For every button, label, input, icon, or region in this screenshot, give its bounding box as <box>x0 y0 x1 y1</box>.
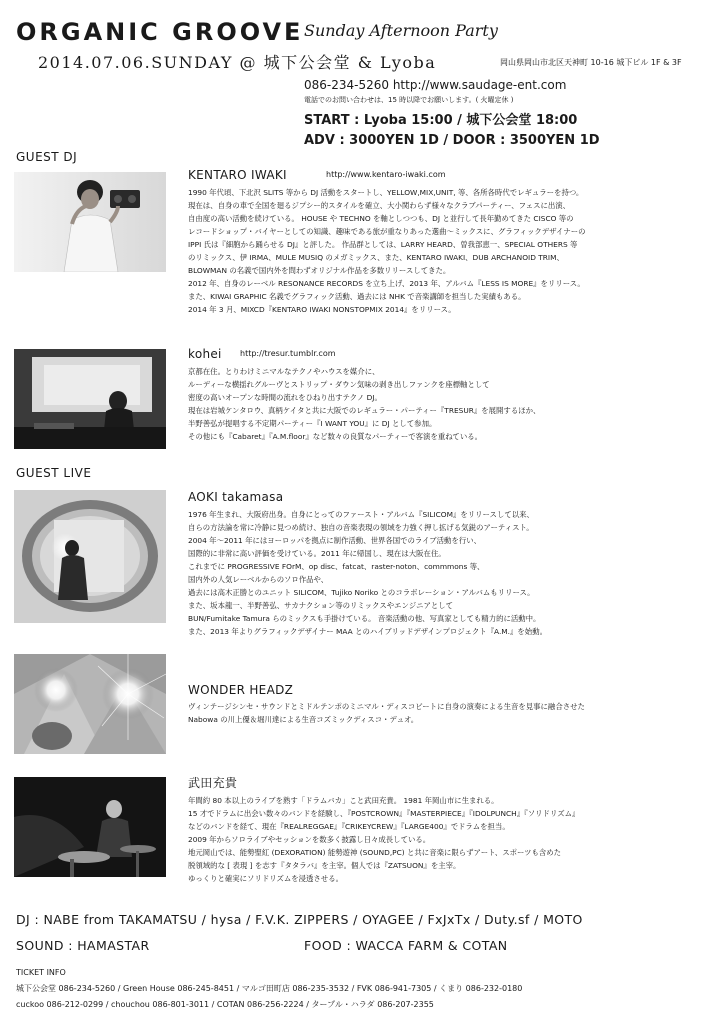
ticket-outlets-line-2: cuckoo 086-212-0299 / chouchou 086-801-3011 / COTAN 086-256-2224 / タープル・ハラダ 086-207-2355 <box>16 1000 434 1009</box>
takeda-mitsutaka-photo <box>14 777 166 877</box>
dj-lineup: DJ : NABE from TAKAMATSU / hysa / F.V.K. ZIPPERS / OYAGEE / FxJxTx / Duty.sf / MOTO <box>16 912 583 927</box>
artist-name-takeda-mitsutaka: 武田充貴 <box>188 776 238 790</box>
start-times: START : Lyoba 15:00 / 城下公会堂 18:00 <box>304 113 578 128</box>
artist-name-aoki-takamasa: AOKI takamasa <box>188 490 284 504</box>
contact-note: 電話でのお問い合わせは、15 時以降でお願いします。( 火曜定休 ) <box>304 96 514 104</box>
artist-name-wonder-headz: WONDER HEADZ <box>188 683 294 697</box>
artist-bio-takeda-mitsutaka: 年間約 80 本以上のライブを熟す「ドラムバカ」こと武田充貴。 1981 年岡山市に生まれる。 15 才でドラムに出会い数々のバンドを経験し、『POSTCROWN』『MASTERPIECE』『IDOLPUNCH』『ソリドリズム』 などのバンドを経て、現在『REALREGGAE』『CRIKEYCREW』『LARGE400』でドラムを担当。 2009 年からソロライブやセッションを数多く披露し日々成長している。 地元岡山では、能勢聖紅 (DEXORATION) 能勢遊神 (SOUND,PC) と共に音楽に限らずアート、スポーツも含めた 脱領域的な [ 表現 ] を志す『タタラバ』を主宰。個人では『ZATSUON』を主宰。 ゆっくりと確実にソリドリズムを浸透させる。 <box>188 796 580 883</box>
aoki-takamasa-photo <box>14 490 166 623</box>
admission-price: ADV : 3000YEN 1D / DOOR : 3500YEN 1D <box>304 133 600 148</box>
event-subtitle: Sunday Afternoon Party <box>304 21 498 40</box>
section-guest-dj: GUEST DJ <box>16 150 78 164</box>
kentaro-iwaki-photo <box>14 172 166 272</box>
artist-url-kentaro-iwaki[interactable]: http://www.kentaro-iwaki.com <box>326 170 446 179</box>
event-date-venue: 2014.07.06.SUNDAY @ 城下公会堂 & Lyoba <box>38 53 437 72</box>
ticket-info-title: TICKET INFO <box>16 968 66 977</box>
ticket-outlets-line-1: 城下公会堂 086-234-5260 / Green House 086-245-8451 / マルゴ田町店 086-235-3532 / FVK 086-941-7305 / くまり 086-232-0180 <box>16 984 523 993</box>
artist-name-kentaro-iwaki: KENTARO IWAKI <box>188 168 287 182</box>
venue-address: 岡山県岡山市北区天神町 10-16 城下ビル 1F & 3F <box>500 58 682 67</box>
wonder-headz-photo <box>14 654 166 754</box>
artist-bio-kohei: 京都在住。とりわけミニマルなテクノやハウスを媒介に、 ルーディーな横揺れグルーヴとストリップ・ダウン気味の剥き出しファンクを座標軸として 密度の高いオープンな時間の流れをひねり出すテクノ DJ。 現在は岩城ケンタロウ、真柄ケイタと共に大阪でのレギュラー・パーティー『TRESUR』を展開するほか、 半野善弘が提唱する不定期パーティー『I WANT YOU』に DJ として参加。 その他にも『Cabaret』『A.M.floor』など数々の良質なパーティーで客演を重ねている。 <box>188 367 541 441</box>
artist-bio-kentaro-iwaki: 1990 年代頃、下北沢 SLITS 等から DJ 活動をスタートし、YELLOW,MIX,UNIT, 等、各所各時代でレギュラーを持つ。 現在は、自身の車で全国を廻るジプシー的スタイルを確立、大小関わらず様々なクラブパーティー、フェスに出演、 自由度の高い活動を続けている。 HOUSE や TECHNO を軸としつつも、DJ と並行して長年勤めてきた CISCO 等の レコードショップ・バイヤーとしての知識、趣味である旅が重なりあった選曲〜ミックスに、グラフィックデザイナーの IPPI 氏は『細胞から踊らせる DJ』と評した。 作品群としては、LARRY HEARD、曽我部恵一、SPECIAL OTHERS 等 のリミックス、伊 IRMA、MULE MUSIQ のメガミックス、また、KENTARO IWAKI、DUB ARCHANOID TRIM、 BLOWMAN の名義で国内外を問わずオリジナル作品を多数リリースしてきた。 2012 年、自身のレーベル RESONANCE RECORDS を立ち上げ、2013 年、アルバム『LESS IS MORE』をリリース。 また、KIWAI GRAPHIC 名義でグラフィック活動、過去には NHK で音楽講師を担当した実績もある。 2014 年 3 月、MIXCD『KENTARO IWAKI NONSTOPMIX 2014』をリリース。 <box>188 188 586 314</box>
artist-bio-wonder-headz: ヴィンテージシンセ・サウンドとミドルテンポのミニマル・ディスコビートに自身の演奏による生音を見事に融合させた Nabowa の川上優＆堀川達による生音コズミックディスコ・デュオ。 <box>188 702 585 724</box>
sound-credit: SOUND : HAMASTAR <box>16 938 150 953</box>
kohei-photo <box>14 349 166 449</box>
event-title: ORGANIC GROOVE <box>16 18 304 46</box>
section-guest-live: GUEST LIVE <box>16 466 92 480</box>
artist-name-kohei: kohei <box>188 347 222 361</box>
artist-url-kohei[interactable]: http://tresur.tumblr.com <box>240 349 336 358</box>
food-credit: FOOD : WACCA FARM & COTAN <box>304 938 508 953</box>
contact-info: 086-234-5260 http://www.saudage-ent.com <box>304 78 567 92</box>
artist-bio-aoki-takamasa: 1976 年生まれ、大阪府出身。自身にとってのファースト・アルバム『SILICOM』をリリースして以来、 自らの方法論を常に冷静に見つめ続け、独自の音楽表現の領域を力強く押し拡げる気鋭のアーティスト。 2004 年〜2011 年にはヨーロッパを拠点に制作活動、世界各国でのライブ活動を行い、 国際的に非常に高い評価を受けている。2011 年に帰国し、現在は大阪在住。 これまでに PROGRESSIVE FOrM、op disc、fatcat、raster-noton、commmons 等、 国内外の人気レーベルからのソロ作品や、 過去には高木正勝とのユニット SILICOM、Tujiko Noriko とのコラボレーション・アルバムもリリース。 また、坂本龍一、半野善弘、サカナクション等のリミックスやエンジニアとして BUN/Fumitake Tamura らのミックスも手掛けている。 音楽活動の他、写真家としても精力的に活動中。 また、2013 年よりグラフィックデザイナー MAA とのハイブリッドデザインプロジェクト『A.M.』を始動。 <box>188 510 547 636</box>
